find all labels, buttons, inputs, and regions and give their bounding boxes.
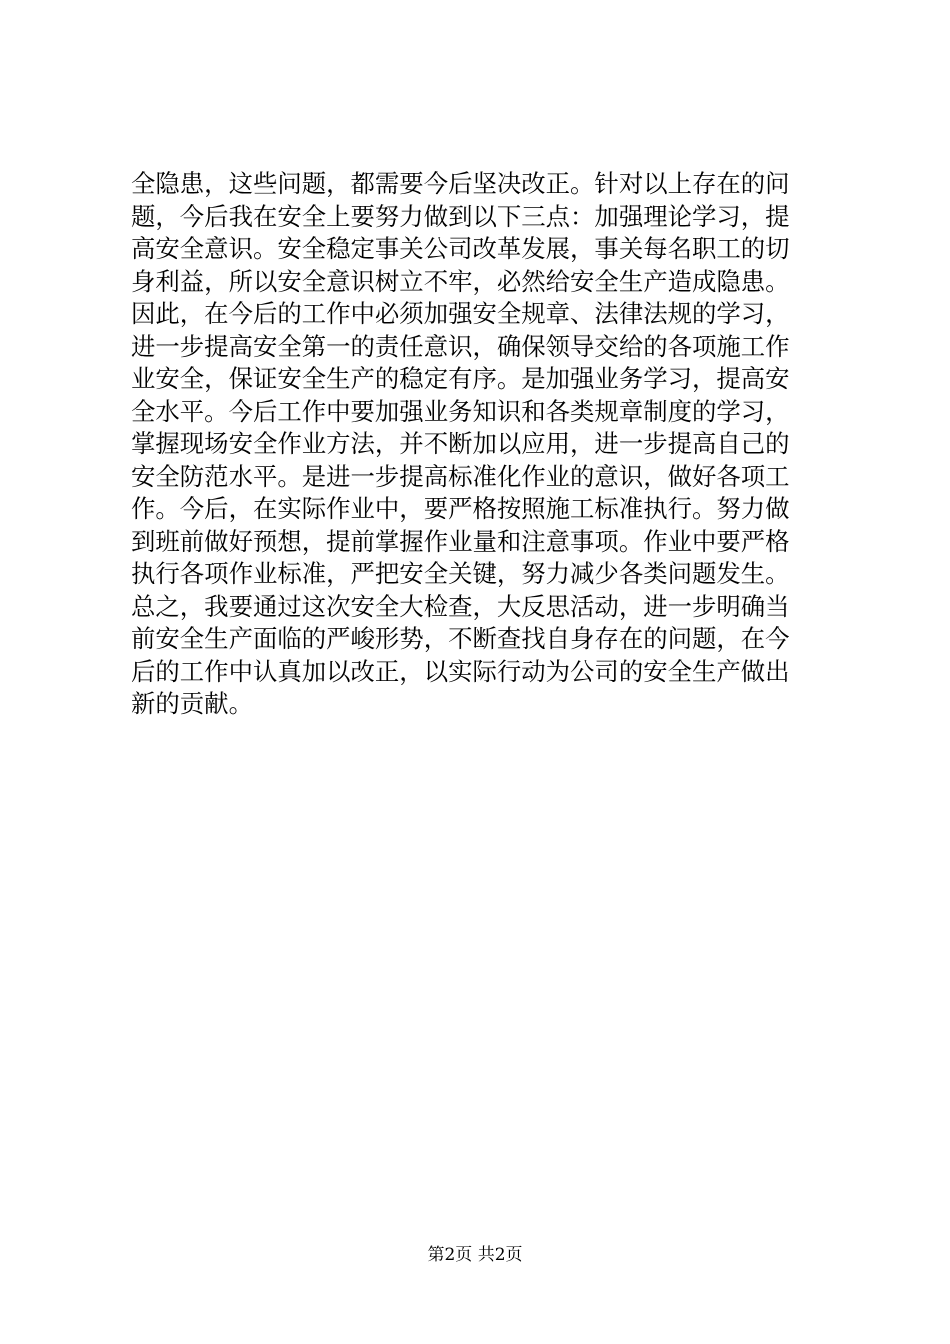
text-line: 前安全生产面临的严峻形势，不断查找自身存在的问题，在今 [131, 624, 790, 653]
text-line: 身利益，所以安全意识树立不牢，必然给安全生产造成隐患。 [131, 266, 790, 296]
text-line: 作。今后，在实际作业中，要严格按照施工标准执行。努力做 [131, 494, 790, 523]
text-line: 全水平。今后工作中要加强业务知识和各类规章制度的学习， [131, 396, 790, 426]
text-line: 掌握现场安全作业方法，并不断加以应用，进一步提高自己的 [131, 429, 790, 458]
text-line: 总之，我要通过这次安全大检查，大反思活动，进一步明确当 [131, 591, 790, 621]
text-line: 因此，在今后的工作中必须加强安全规章、法律法规的学习， [131, 299, 790, 328]
text-line: 高安全意识。安全稳定事关公司改革发展，事关每名职工的切 [131, 234, 790, 263]
text-line: 安全防范水平。是进一步提高标准化作业的意识，做好各项工 [131, 461, 790, 491]
body-text [131, 168, 831, 721]
text-line: 题，今后我在安全上要努力做到以下三点：加强理论学习，提 [131, 201, 790, 231]
text-line: 业安全，保证安全生产的稳定有序。是加强业务学习，提高安 [131, 364, 790, 393]
page-footer [0, 1244, 950, 1266]
text-line: 进一步提高安全第一的责任意识，确保领导交给的各项施工作 [131, 331, 790, 361]
text-line: 到班前做好预想，提前掌握作业量和注意事项。作业中要严格 [131, 526, 790, 556]
text-line: 新的贡献。 [131, 689, 253, 718]
text-line: 后的工作中认真加以改正，以实际行动为公司的安全生产做出 [131, 656, 790, 686]
text-line: 全隐患，这些问题，都需要今后坚决改正。针对以上存在的问 [131, 169, 790, 198]
text-line: 执行各项作业标准，严把安全关键，努力减少各类问题发生。 [131, 559, 790, 588]
page-number-label: 第2页 共2页 [427, 1245, 523, 1265]
